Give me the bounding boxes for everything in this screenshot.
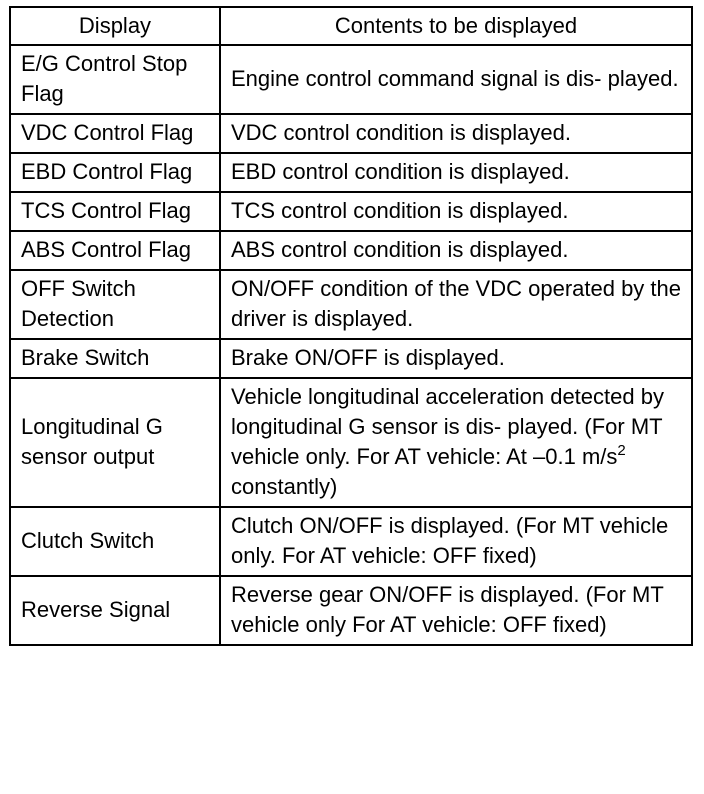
table-row — [10, 192, 692, 231]
display-cell: Clutch Switch — [10, 507, 220, 576]
display-cell: TCS Control Flag — [10, 192, 220, 231]
contents-cell: ON/OFF condition of the VDC operated by the driver is displayed. — [220, 270, 692, 339]
display-contents-table — [9, 6, 693, 646]
contents-cell: TCS control condition is displayed. — [220, 192, 692, 231]
contents-cell: Clutch ON/OFF is displayed. (For MT vehicle only. For AT vehicle: OFF fixed) — [220, 507, 692, 576]
display-cell: EBD Control Flag — [10, 153, 220, 192]
display-cell: Longitudinal G sensor output — [10, 378, 220, 507]
display-cell: ABS Control Flag — [10, 231, 220, 270]
display-cell: Reverse Signal — [10, 576, 220, 645]
contents-cell: Engine control command signal is dis- played. — [220, 45, 692, 114]
contents-cell: EBD control condition is displayed. — [220, 153, 692, 192]
contents-text: Vehicle longitudinal acceleration detected by longitudinal G sensor is dis- played. (For MT vehicle only. For AT vehicle: At –0.1 m/s — [231, 384, 664, 469]
table-row — [10, 270, 692, 339]
table-row — [10, 576, 692, 645]
table-row — [10, 507, 692, 576]
header-contents: Contents to be displayed — [220, 7, 692, 45]
display-cell: VDC Control Flag — [10, 114, 220, 153]
contents-cell: ABS control condition is displayed. — [220, 231, 692, 270]
table-row — [10, 114, 692, 153]
header-display: Display — [10, 7, 220, 45]
contents-cell: Reverse gear ON/OFF is displayed. (For MT vehicle only For AT vehicle: OFF fixed) — [220, 576, 692, 645]
contents-suffix: constantly) — [231, 474, 338, 499]
table-row — [10, 231, 692, 270]
contents-cell — [220, 378, 692, 507]
table-row — [10, 153, 692, 192]
table-row — [10, 339, 692, 378]
table-header-row — [10, 7, 692, 45]
display-cell: Brake Switch — [10, 339, 220, 378]
display-cell: E/G Control Stop Flag — [10, 45, 220, 114]
table-row — [10, 378, 692, 507]
table-row — [10, 45, 692, 114]
contents-cell: Brake ON/OFF is displayed. — [220, 339, 692, 378]
display-cell: OFF Switch Detection — [10, 270, 220, 339]
superscript-exponent: 2 — [617, 442, 626, 459]
contents-cell: VDC control condition is displayed. — [220, 114, 692, 153]
